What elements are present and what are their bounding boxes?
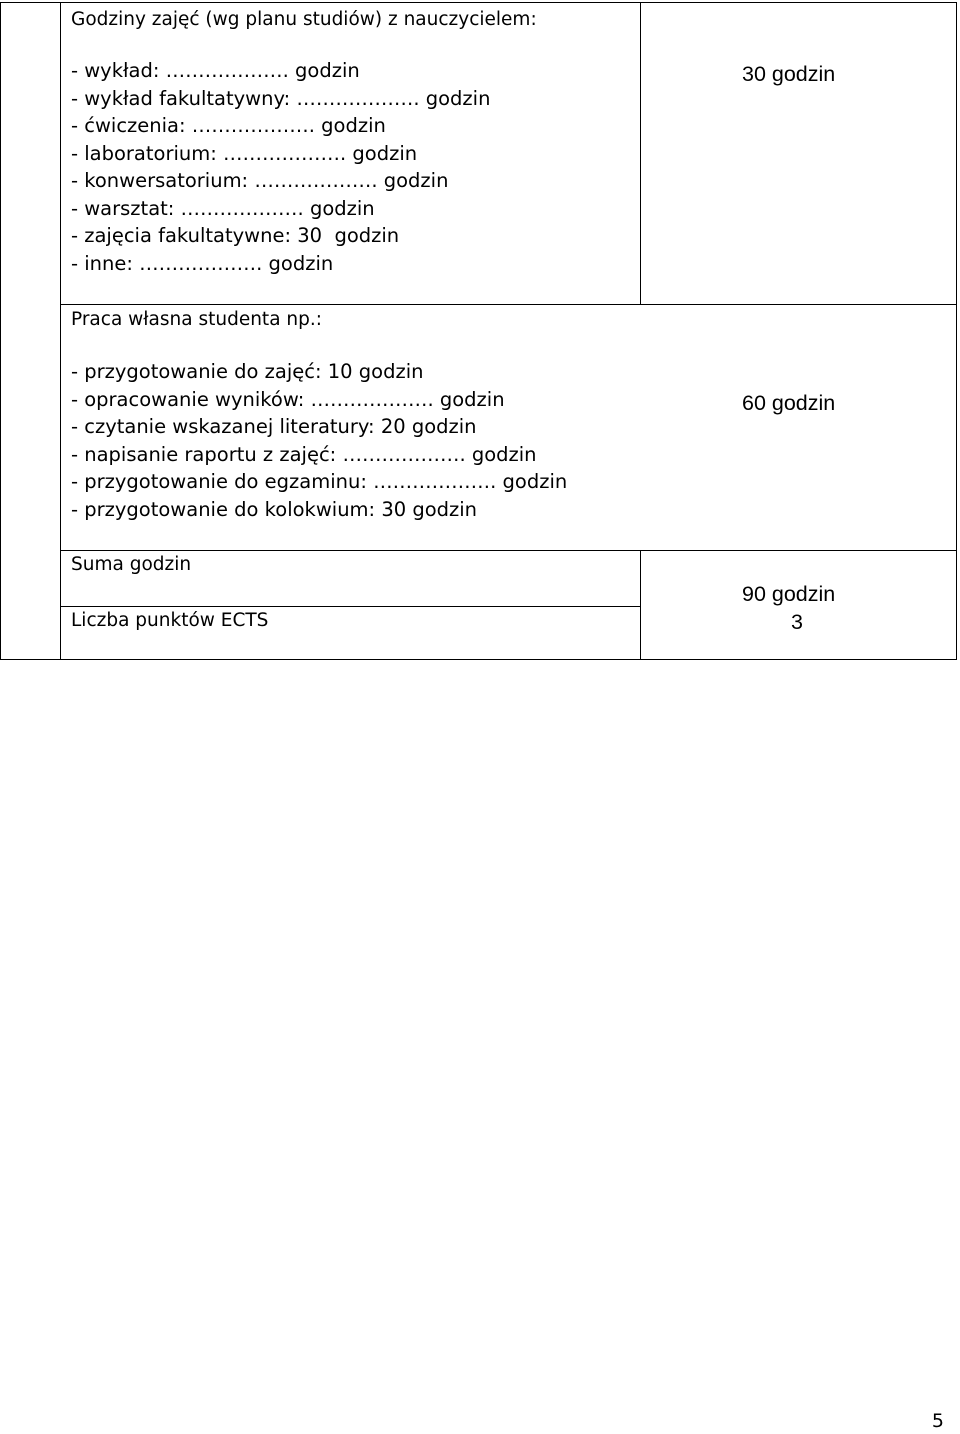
list-item: - wykład fakultatywny: ………………. godzin: [71, 86, 491, 110]
table-right-border: [956, 2, 957, 660]
list-item: - przygotowanie do egzaminu: ………………. godzin: [71, 470, 568, 493]
table-top-border: [0, 2, 957, 3]
list-item: - przygotowanie do kolokwium: 30 godzin: [71, 497, 478, 521]
list-item: - ćwiczenia: ………………. godzin: [71, 114, 386, 137]
table-value-column-divider-upper: [640, 2, 641, 304]
contact-hours-heading: Godziny zajęć (wg planu studiów) z nauczycielem:: [71, 9, 537, 30]
ects-label: Liczba punktów ECTS: [71, 610, 269, 631]
list-item: - konwersatorium: ………………. godzin: [71, 169, 449, 192]
list-item: - warsztat: ………………. godzin: [71, 196, 375, 220]
self-study-heading: Praca własna studenta np.:: [71, 309, 322, 330]
table-narrow-column-divider: [60, 2, 61, 660]
list-item: - przygotowanie do zajęć: 10 godzin: [71, 360, 424, 383]
row-divider-contact: [60, 304, 957, 305]
table-bottom-border: [0, 659, 957, 660]
list-item: - inne: ………………. godzin: [71, 251, 334, 275]
total-hours-label: Suma godzin: [71, 554, 192, 575]
list-item: - wykład: ………………. godzin: [71, 59, 360, 82]
self-study-hours-value: 60 godzin: [742, 391, 836, 415]
total-hours-value: 90 godzin: [742, 582, 836, 606]
contact-hours-value: 30 godzin: [742, 62, 836, 86]
list-item: - napisanie raportu z zajęć: ………………. godzin: [71, 442, 537, 466]
list-item: - laboratorium: ………………. godzin: [71, 141, 418, 165]
page-number: 5: [931, 1410, 944, 1432]
list-item: - czytanie wskazanej literatury: 20 godzin: [71, 415, 477, 438]
list-item: - zajęcia fakultatywne: 30 godzin: [71, 224, 400, 247]
list-item: - opracowanie wyników: ………………. godzin: [71, 387, 505, 411]
row-divider-self-study: [60, 550, 957, 551]
ects-value: 3: [791, 610, 803, 634]
table-left-border: [0, 2, 1, 660]
